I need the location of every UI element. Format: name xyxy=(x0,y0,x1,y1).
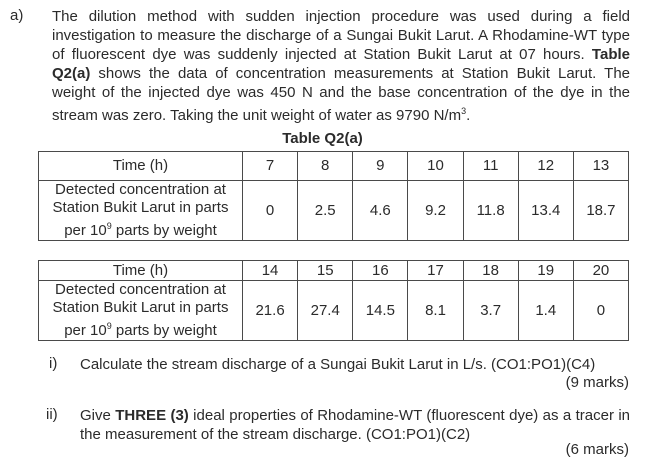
concentration-cell: 4.6 xyxy=(353,181,408,241)
time-cell: 11 xyxy=(463,152,518,181)
subquestion-i-marks: (9 marks) xyxy=(565,374,629,391)
time-label-cell: Time (h) xyxy=(39,152,243,181)
paragraph-run: The dilution method with sudden injection procedure was used during a field investigation to measure the discharge of a Sungai Bukit Larut. A Rhodamine-WT type of fluorescent dye was suddenly injected at Station Bukit Larut at 07 hours. xyxy=(52,8,630,63)
time-cell: 20 xyxy=(573,261,628,281)
time-row xyxy=(39,261,629,281)
time-label-cell: Time (h) xyxy=(39,261,243,281)
concentration-cell: 11.8 xyxy=(463,181,518,241)
concentration-row xyxy=(39,281,629,341)
paragraph-run: . xyxy=(466,107,471,124)
time-cell: 10 xyxy=(408,152,463,181)
paragraph-run: 3 xyxy=(461,106,467,116)
concentration-row xyxy=(39,181,629,241)
time-cell: 15 xyxy=(298,261,353,281)
time-cell: 19 xyxy=(518,261,573,281)
concentration-table-1 xyxy=(38,151,629,241)
concentration-cell: 27.4 xyxy=(298,281,353,341)
concentration-table-2 xyxy=(38,260,629,341)
question-label: a) xyxy=(10,7,24,24)
concentration-label-cell: Detected concentration at Station Bukit Larut in parts per $10^9$ parts by weight xyxy=(39,281,243,341)
question-paragraph xyxy=(52,7,630,125)
time-cell: 7 xyxy=(243,152,298,181)
paragraph-run: Table Q2(a) xyxy=(52,46,630,82)
time-cell: 18 xyxy=(463,261,518,281)
time-row xyxy=(39,152,629,181)
time-cell: 9 xyxy=(353,152,408,181)
table-caption: Table Q2(a) xyxy=(282,130,363,147)
time-cell: 17 xyxy=(408,261,463,281)
paragraph-run: shows the data of concentration measurements at Station Bukit Larut. The weight of the injected dye was 450 N and the base concentration of the dye in the stream was zero. Taking the unit weight of water as 9790 N/m xyxy=(52,65,630,124)
subquestion-ii-numeral: ii) xyxy=(46,406,58,423)
time-cell: 13 xyxy=(573,152,628,181)
time-cell: 16 xyxy=(353,261,408,281)
concentration-cell: 18.7 xyxy=(573,181,628,241)
concentration-cell: 8.1 xyxy=(408,281,463,341)
concentration-cell: 3.7 xyxy=(463,281,518,341)
subquestion-ii-marks: (6 marks) xyxy=(565,441,629,458)
concentration-cell: 0 xyxy=(573,281,628,341)
concentration-cell: 2.5 xyxy=(298,181,353,241)
time-cell: 14 xyxy=(243,261,298,281)
concentration-cell: 21.6 xyxy=(243,281,298,341)
concentration-cell: 9.2 xyxy=(408,181,463,241)
concentration-cell: 1.4 xyxy=(518,281,573,341)
subquestion-i-numeral: i) xyxy=(49,355,58,372)
concentration-label-cell: Detected concentration at Station Bukit Larut in parts per $10^9$ parts by weight xyxy=(39,181,243,241)
concentration-cell: 13.4 xyxy=(518,181,573,241)
subquestion-ii-text: Give THREE (3) ideal properties of Rhodamine-WT (fluorescent dye) as a tracer in the measurement of the stream discharge. (CO1:PO1)(C2) xyxy=(80,407,631,443)
concentration-cell: 0 xyxy=(243,181,298,241)
concentration-cell: 14.5 xyxy=(353,281,408,341)
subquestion-i-text: Calculate the stream discharge of a Sungai Bukit Larut in L/s. (CO1:PO1)(C4) xyxy=(80,356,596,373)
time-cell: 8 xyxy=(298,152,353,181)
time-cell: 12 xyxy=(518,152,573,181)
